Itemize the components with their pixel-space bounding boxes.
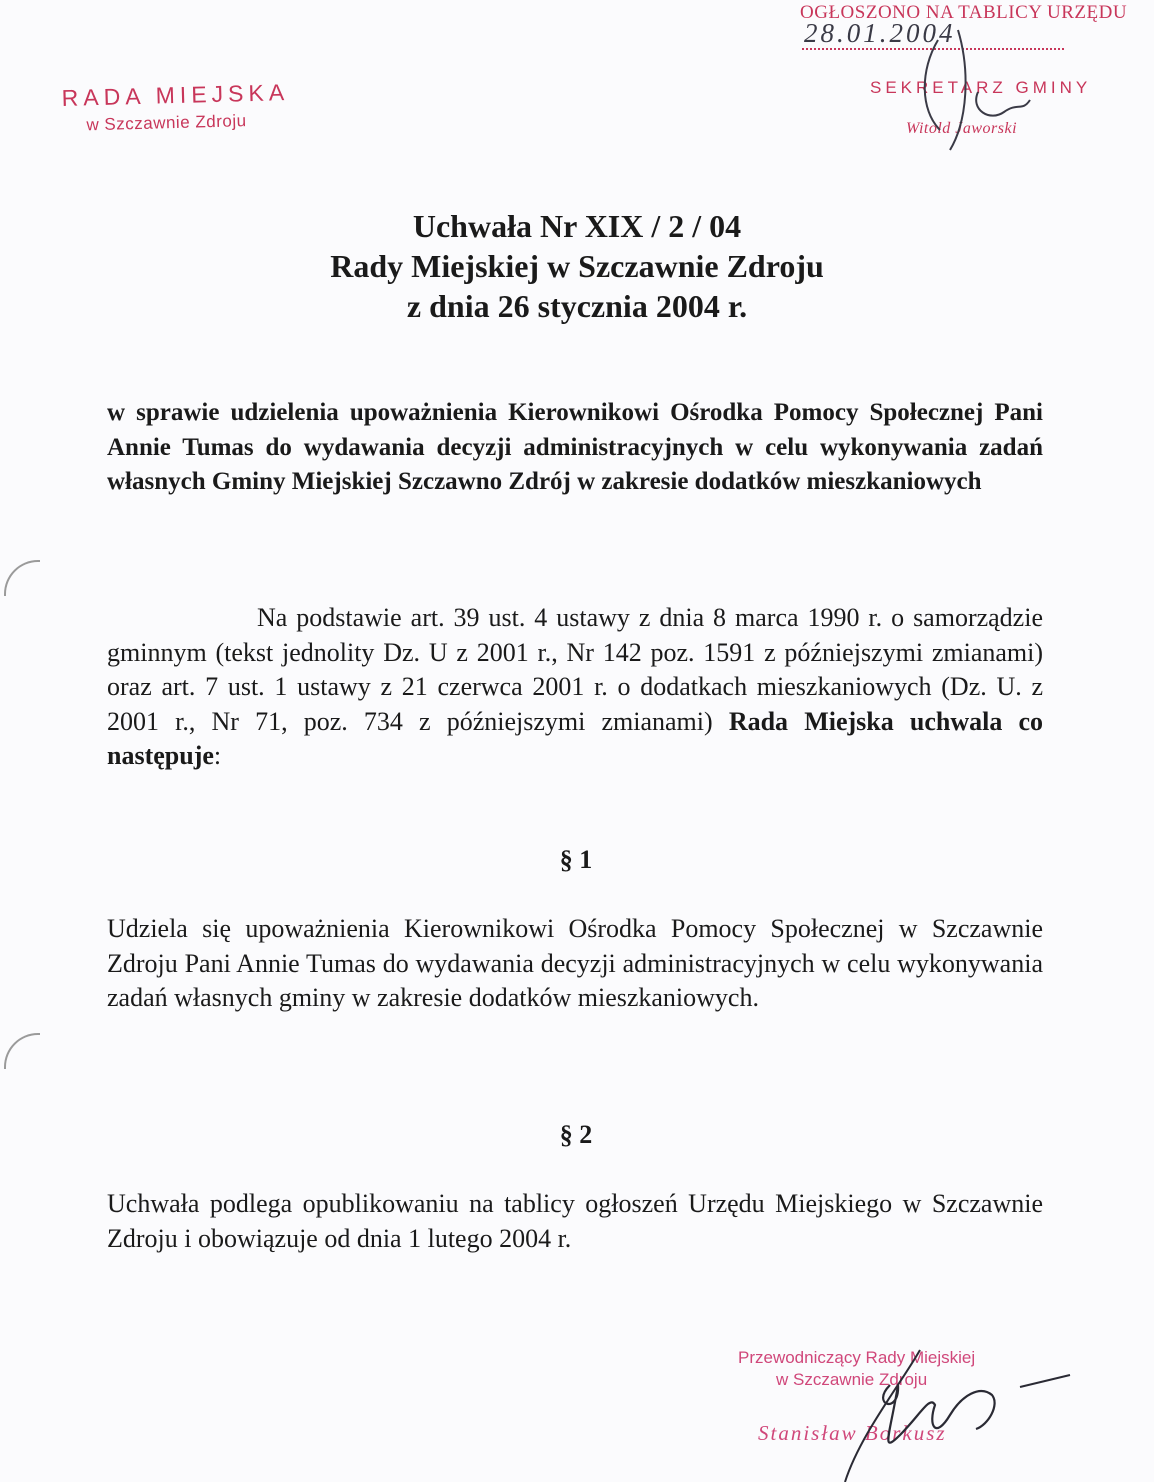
section-2-number: § 2	[559, 1120, 593, 1149]
legal-basis-bold: Rada Miejska uchwala co następuje	[107, 706, 1044, 770]
posted-stamp	[790, 0, 1128, 150]
posted-stamp-name: Witold Jaworski	[906, 120, 1018, 137]
council-stamp	[61, 79, 290, 136]
title-line3: z dnia 26 stycznia 2004 r.	[406, 288, 748, 324]
title-line2: Rady Miejskiej w Szczawnie Zdroju	[330, 248, 824, 284]
council-stamp-line1: RADA MIEJSKA	[61, 79, 290, 111]
punch-hole-mark	[4, 1033, 40, 1069]
secretary-signature-icon	[790, 0, 1074, 150]
chairman-stamp-name: Stanisław Borkusz	[758, 1421, 947, 1445]
posted-stamp-header: OGŁOSZONO NA TABLICY URZĘDU	[800, 2, 1128, 23]
chairman-stamp	[730, 1345, 1070, 1482]
legal-basis-text: Na podstawie art. 39 ust. 4 ustawy z dnia 8 marca 1990 r. o samorządzie gminnym (tekst jednolity Dz. U z 2001 r., Nr 142 poz. 1591 z późniejszymi zmianami) oraz art. 7 ust. 1 ustawy z 21 czerwca 2001 r. o dodatkach mieszkaniowych (Dz. U. z 2001 r., Nr 71, poz. 734 z późniejszymi zmianami)	[107, 603, 1043, 736]
chairman-stamp-line1: Przewodniczący Rady Miejskiej	[738, 1348, 976, 1367]
council-stamp-line2: w Szczawnie Zdroju	[86, 111, 247, 135]
legal-basis-end: :	[213, 741, 222, 770]
section-1-number: § 1	[559, 845, 593, 874]
resolution-title	[0, 206, 1154, 326]
chairman-signature-icon	[730, 1345, 1070, 1482]
punch-hole-mark	[4, 560, 40, 596]
chairman-stamp-line2: w Szczawnie Zdroju	[776, 1370, 928, 1389]
posted-stamp-date: 28.01.2004	[804, 18, 956, 48]
posted-stamp-role: SEKRETARZ GMINY	[870, 78, 1092, 97]
section-1-text: Udziela się upoważnienia Kierownikowi Ośrodka Pomocy Społecznej w Szczawnie Zdroju Pani Annie Tumas do wydawania decyzji administracyjnych w celu wykonywania zadań własnych gminy w zakresie dodatków mieszkaniowych.	[107, 914, 1043, 1012]
section-2-text: Uchwała podlega opublikowaniu na tablicy ogłoszeń Urzędu Miejskiego w Szczawnie Zdroju i obowiązuje od dnia 1 lutego 2004 r.	[107, 1189, 1043, 1253]
title-line1: Uchwała Nr XIX / 2 / 04	[412, 208, 742, 244]
resolution-subject: w sprawie udzielenia upoważnienia Kierownikowi Ośrodka Pomocy Społecznej Pani Annie Tumas do wydawania decyzji administracyjnych w celu wykonywania zadań własnych Gminy Miejskiej Szczawno Zdrój w zakresie dodatków mieszkaniowych	[107, 399, 1043, 495]
legal-basis	[107, 601, 1043, 774]
